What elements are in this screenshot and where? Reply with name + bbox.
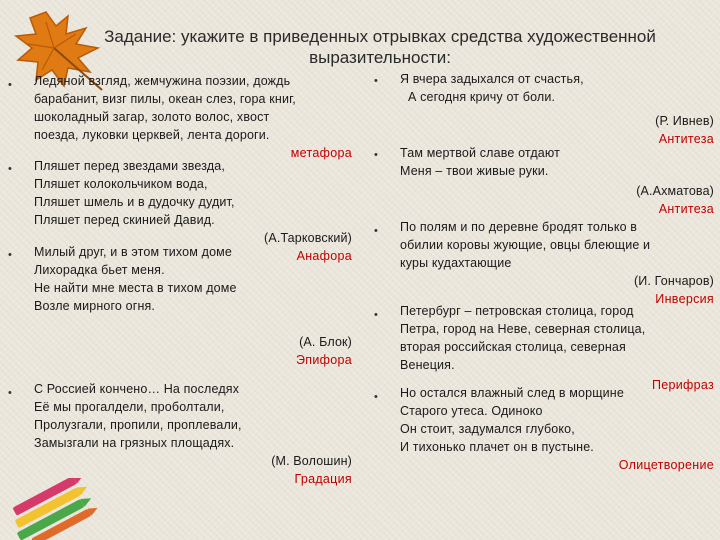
excerpt-block bbox=[400, 302, 714, 394]
bullet-icon: • bbox=[8, 249, 12, 261]
author-label: (А.Ахматова) bbox=[636, 184, 714, 198]
excerpt-line: Милый друг, и в этом тихом доме bbox=[34, 245, 233, 259]
excerpt-line: Меня – твои живые руки. bbox=[400, 164, 549, 178]
excerpt-line: По полям и по деревне бродят только в bbox=[400, 220, 638, 234]
author-label: (Р. Ивнев) bbox=[655, 114, 714, 128]
device-label: Эпифора bbox=[296, 353, 352, 367]
title-line-2: выразительности: bbox=[309, 48, 451, 67]
excerpt-block bbox=[400, 70, 714, 148]
excerpt-line: куры кудахтающие bbox=[400, 256, 512, 270]
author-label: (А.Тарковский) bbox=[264, 231, 352, 245]
device-label: Перифраз bbox=[651, 378, 714, 392]
device-label: Инверсия bbox=[655, 292, 714, 306]
bullet-icon: • bbox=[374, 225, 378, 237]
author-label: (А. Блок) bbox=[299, 335, 352, 349]
excerpt-line: Возле мирного огня. bbox=[34, 299, 156, 313]
excerpt-line: И тихонько плачет он в пустыне. bbox=[400, 440, 594, 454]
excerpt-line: С Россией кончено… На последях bbox=[34, 382, 240, 396]
title-line-1: Задание: укажите в приведенных отрывках средства художественной bbox=[104, 27, 656, 46]
excerpt-line: Пляшет перед звездами звезда, bbox=[34, 159, 226, 173]
excerpt-line: вторая российская столица, северная bbox=[400, 340, 626, 354]
bullet-icon: • bbox=[374, 149, 378, 161]
excerpt-line: Её мы прогалдели, проболтали, bbox=[34, 400, 225, 414]
bullet-icon: • bbox=[8, 79, 12, 91]
device-label: Олицетворение bbox=[618, 458, 714, 472]
excerpt-line: шоколадный загар, золото волос, хвост bbox=[34, 110, 270, 124]
excerpt-block bbox=[400, 384, 714, 474]
bullet-icon: • bbox=[374, 391, 378, 403]
excerpt-line: А сегодня кричу от боли. bbox=[408, 90, 556, 104]
excerpt-block bbox=[34, 243, 352, 369]
bullet-icon: • bbox=[374, 309, 378, 321]
device-label: метафора bbox=[290, 146, 352, 160]
excerpt-line: Он стоит, задумался глубоко, bbox=[400, 422, 575, 436]
excerpt-line: Пляшет перед скинией Давид. bbox=[34, 213, 215, 227]
excerpt-line: Петербург – петровская столица, город bbox=[400, 304, 634, 318]
excerpt-line: Венеция. bbox=[400, 358, 455, 372]
excerpt-line: Замызгали на грязных площадях. bbox=[34, 436, 235, 450]
device-label: Антитеза bbox=[658, 132, 714, 146]
excerpt-block bbox=[400, 218, 714, 308]
bullet-icon: • bbox=[374, 75, 378, 87]
excerpt-line: Пролузгали, пропили, проплевали, bbox=[34, 418, 242, 432]
device-label: Градация bbox=[294, 472, 352, 486]
page-title bbox=[60, 26, 700, 68]
excerpt-block bbox=[400, 144, 714, 218]
excerpt-block bbox=[34, 72, 352, 162]
excerpt-line: Лихорадка бьет меня. bbox=[34, 263, 165, 277]
bullet-icon: • bbox=[8, 387, 12, 399]
excerpt-line: Пляшет колокольчиком вода, bbox=[34, 177, 208, 191]
excerpt-line: барабанит, визг пилы, океан слез, гора книг, bbox=[34, 92, 296, 106]
excerpt-line: Не найти мне места в тихом доме bbox=[34, 281, 237, 295]
excerpt-line: Но остался влажный след в морщине bbox=[400, 386, 624, 400]
excerpt-line: поезда, луковки церквей, лента дороги. bbox=[34, 128, 270, 142]
excerpt-line: Ледяной взгляд, жемчужина поэзии, дождь bbox=[34, 74, 291, 88]
excerpt-line: обилии коровы жующие, овцы блеющие и bbox=[400, 238, 651, 252]
device-label: Анафора bbox=[296, 249, 352, 263]
author-label: (И. Гончаров) bbox=[633, 274, 714, 288]
excerpt-line: Петра, город на Неве, северная столица, bbox=[400, 322, 646, 336]
bullet-icon: • bbox=[8, 163, 12, 175]
device-label: Антитеза bbox=[658, 202, 714, 216]
excerpt-block bbox=[34, 380, 352, 488]
excerpt-line: Я вчера задыхался от счастья, bbox=[400, 72, 584, 86]
excerpt-line: Там мертвой славе отдают bbox=[400, 146, 561, 160]
excerpt-line: Старого утеса. Одиноко bbox=[400, 404, 543, 418]
excerpt-line: Пляшет шмель и в дудочку дудит, bbox=[34, 195, 235, 209]
author-label: (М. Волошин) bbox=[271, 454, 352, 468]
crayons-icon bbox=[0, 478, 110, 540]
